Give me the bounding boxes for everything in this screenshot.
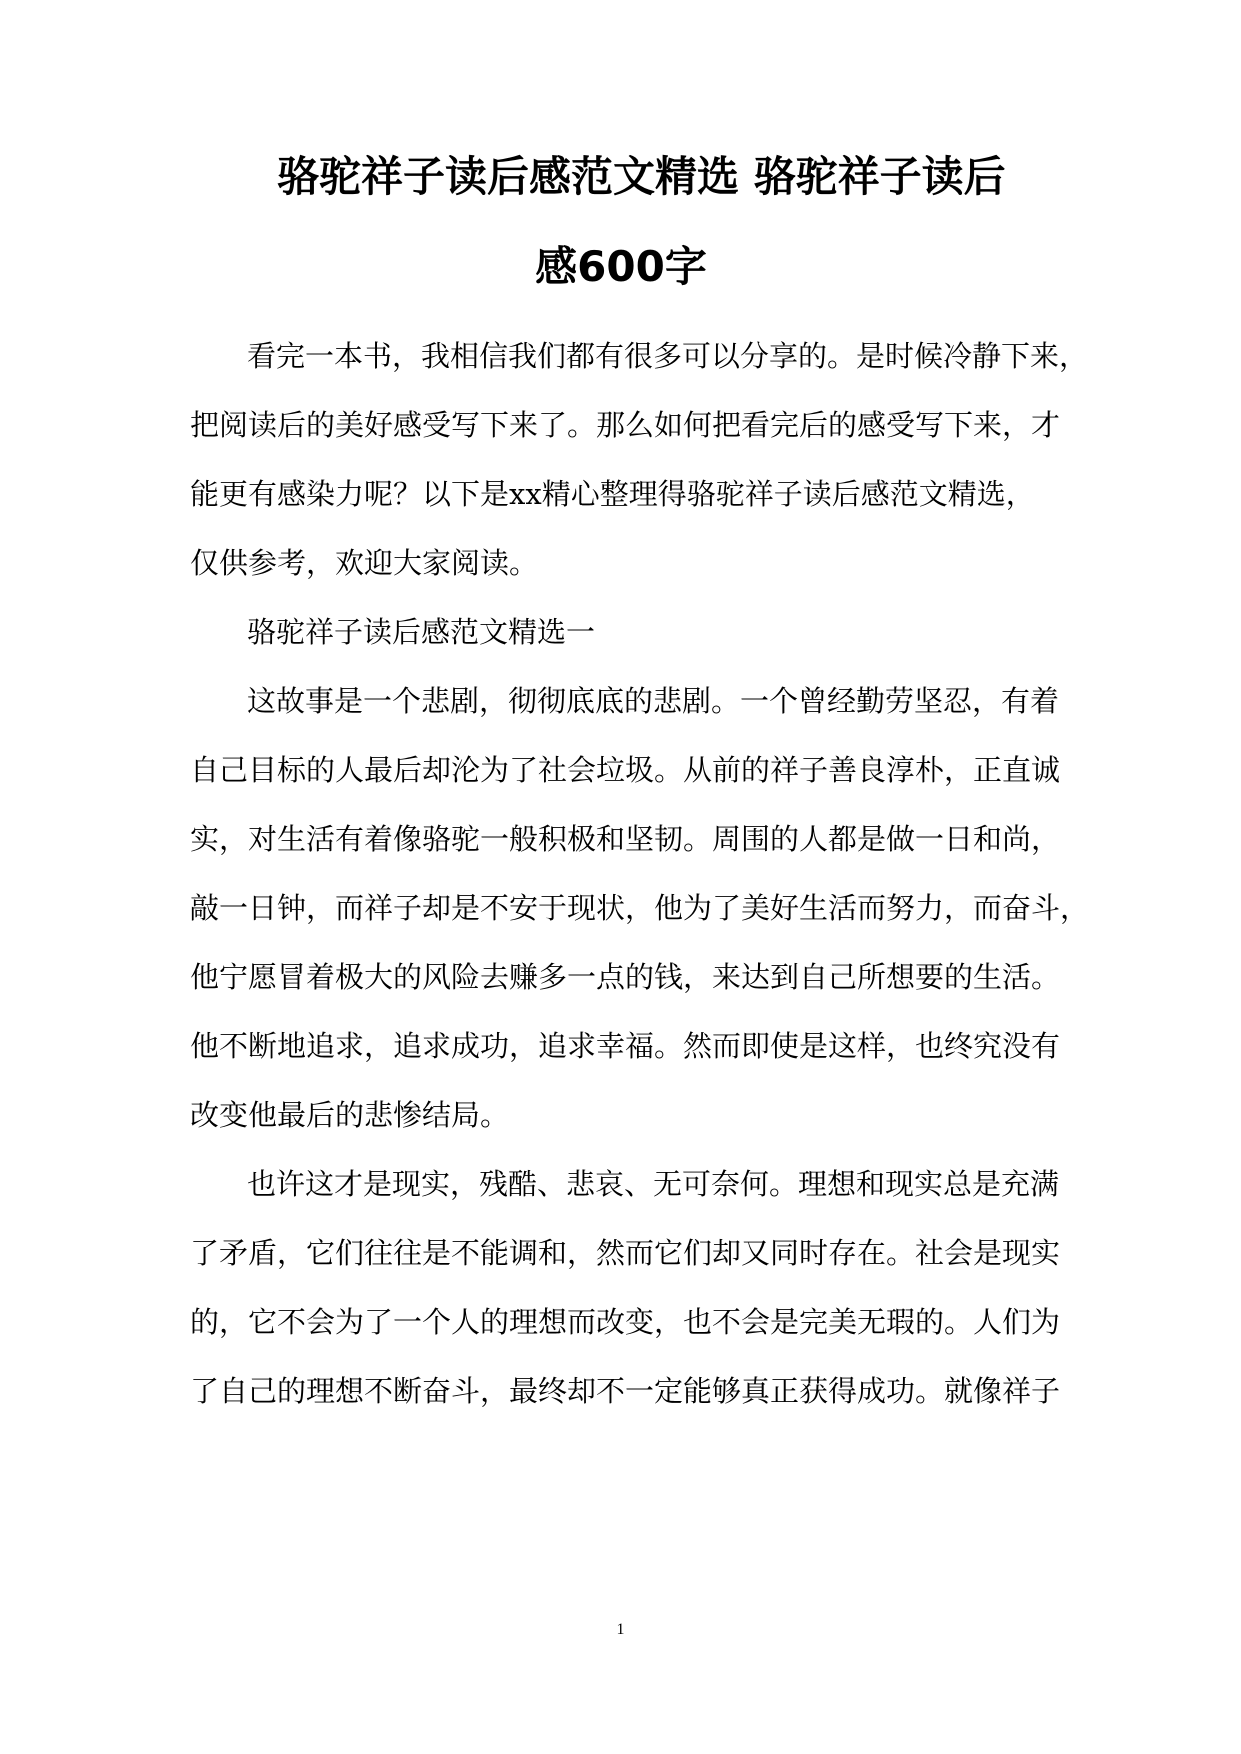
paragraph-line: 的，它不会为了一个人的理想而改变，也不会是完美无瑕的。人们为 [190,1305,1061,1339]
document-title-line-1: 骆驼祥子读后感范文精选 骆驼祥子读后 [277,152,1006,201]
paragraph-line: 敲一日钟，而祥子却是不安于现状，他为了美好生活而努力，而奋斗， [190,891,1090,925]
paragraph-line: 实，对生活有着像骆驼一般积极和坚韧。周围的人都是做一日和尚， [190,822,1061,856]
paragraph-line: 仅供参考，欢迎大家阅读。 [190,546,539,580]
section-heading: 骆驼祥子读后感范文精选一 [247,615,596,649]
paragraph-line: 看完一本书，我相信我们都有很多可以分享的。是时候冷静下来， [247,339,1089,373]
document-title-line-2: 感600字 [535,242,707,291]
paragraph-line: 他不断地追求，追求成功，追求幸福。然而即使是这样，也终究没有 [190,1029,1061,1063]
paragraph-line: 自己目标的人最后却沦为了社会垃圾。从前的祥子善良淳朴，正直诚 [190,753,1061,787]
paragraph-line: 他宁愿冒着极大的风险去赚多一点的钱，来达到自己所想要的生活。 [190,960,1061,994]
paragraph-line: 也许这才是现实，残酷、悲哀、无可奈何。理想和现实总是充满 [247,1167,1060,1201]
paragraph-line: 这故事是一个悲剧，彻彻底底的悲剧。一个曾经勤劳坚忍，有着 [247,684,1060,718]
paragraph-line: 把阅读后的美好感受写下来了。那么如何把看完后的感受写下来，才 [190,408,1061,442]
paragraph-line: 了自己的理想不断奋斗，最终却不一定能够真正获得成功。就像祥子 [190,1374,1061,1408]
paragraph-line: 了矛盾，它们往往是不能调和，然而它们却又同时存在。社会是现实 [190,1236,1061,1270]
page-number: 1 [616,1621,625,1638]
paragraph-line: 改变他最后的悲惨结局。 [190,1098,510,1132]
paragraph-line: 能更有感染力呢？以下是xx精心整理得骆驼祥子读后感范文精选， [190,477,1035,511]
